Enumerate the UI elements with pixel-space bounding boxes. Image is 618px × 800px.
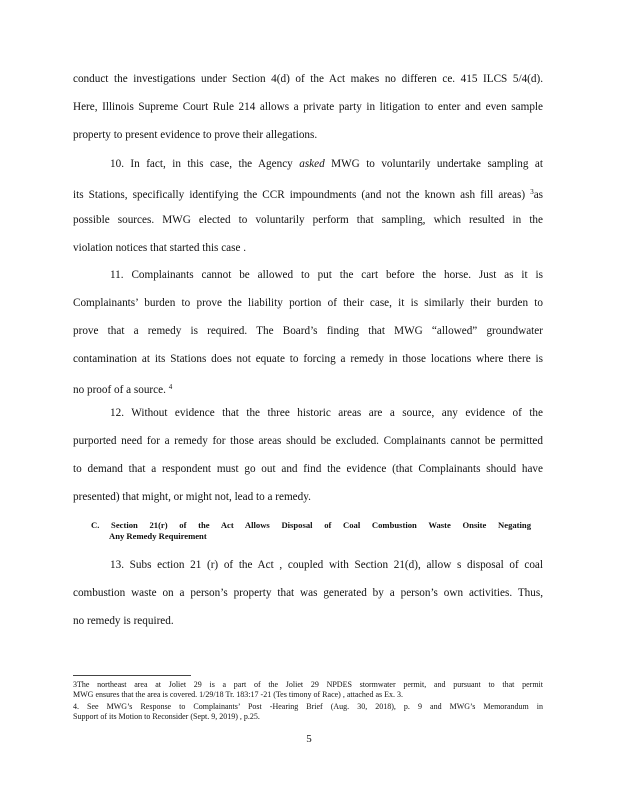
body-line-6: possible sources. MWG elected to voluntarily perform that sampling, which resulted in the: [73, 214, 543, 226]
body-line-8: 11. Complainants cannot be allowed to put the cart before the horse. Just as it is: [110, 269, 543, 281]
footnote-line-2: MWG ensures that the area is covered. 1/29/18 Tr. 183:17 -21 (Tes timony of Race) , attached as Ex. 3.: [73, 690, 404, 699]
body-line-11: contamination at its Stations does not equate to forcing a remedy in those locations where there is: [73, 353, 543, 365]
line-12-text: no proof of a source.: [73, 384, 166, 396]
footnote-line-4: Support of its Motion to Reconsider (Sept. 9, 2019) , p.25.: [73, 712, 260, 721]
body-line-13: 12. Without evidence that the three historic areas are a source, any evidence of the: [110, 407, 543, 419]
footnote-line-3: 4. See MWG’s Response to Complainants’ Post -Hearing Brief (Aug. 30, 2018), p. 9 and MWG’s Memorandum in: [73, 702, 543, 711]
body-line-14: purported need for a remedy for those areas should be excluded. Complainants cannot be permitted: [73, 435, 543, 447]
body-line-16: presented) that might, or might not, lead to a remedy.: [73, 491, 311, 503]
line-5-text: its Stations, specifically identifying the CCR impoundments (and not the known ash fill areas): [73, 189, 526, 201]
line-5-tail: as: [533, 189, 544, 201]
body-line-4: [110, 157, 543, 171]
body-line-18: combustion waste on a person’s property that was generated by a person’s own activities. Thus,: [73, 587, 543, 599]
body-line-9: Complainants’ burden to prove the liability portion of their case, it is similarly their burden to: [73, 297, 543, 309]
page-number: 5: [306, 733, 312, 745]
body-line-1: conduct the investigations under Section 4(d) of the Act makes no differen ce. 415 ILCS 5/4(d).: [73, 73, 543, 85]
section-heading-row-2: Any Remedy Requirement: [109, 531, 207, 541]
body-line-15: to demand that a respondent must go out and find the evidence (that Complainants should have: [73, 463, 543, 475]
body-line-19: no remedy is required.: [73, 615, 174, 627]
footnote-separator: [73, 675, 191, 676]
body-line-3: property to present evidence to prove their allegations.: [73, 129, 318, 141]
section-heading-row-1: C. Section 21(r) of the Act Allows Disposal of Coal Combustion Waste Onsite Negating: [91, 520, 531, 530]
footnote-ref-4[interactable]: 4: [168, 383, 173, 391]
line-4-after: MWG to voluntarily undertake sampling at: [324, 158, 543, 170]
footnote-line-1: 3The northeast area at Joliet 29 is a part of the Joliet 29 NPDES stormwater permit, and pursuant to that permit: [73, 680, 543, 689]
section-heading: [91, 520, 531, 542]
footnote-ref-3[interactable]: 3: [530, 188, 534, 196]
line-4-italic: asked: [299, 158, 325, 170]
body-line-5: [73, 185, 543, 202]
line-4-before: 10. In fact, in this case, the Agency: [110, 158, 300, 170]
body-line-2: Here, Illinois Supreme Court Rule 214 allows a private party in litigation to enter and even sample: [73, 101, 543, 113]
body-line-12: [73, 380, 543, 397]
body-line-10: prove that a remedy is required. The Board’s finding that MWG “allowed” groundwater: [73, 325, 543, 337]
body-line-17: 13. Subs ection 21 (r) of the Act , coupled with Section 21(d), allow s disposal of coal: [110, 559, 543, 571]
body-line-7: violation notices that started this case .: [73, 242, 247, 254]
